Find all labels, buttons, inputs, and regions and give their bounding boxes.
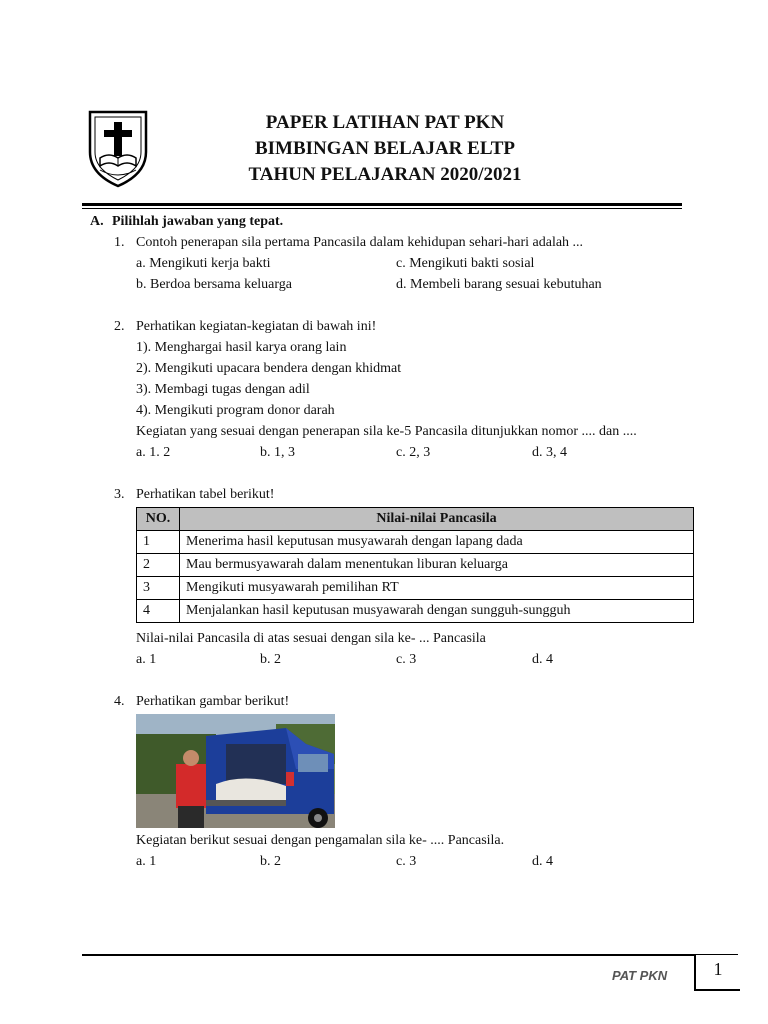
table-header-row bbox=[137, 508, 694, 531]
title-line-3: TAHUN PELAJARAN 2020/2021 bbox=[248, 164, 522, 185]
ambulance-photo bbox=[136, 714, 335, 828]
school-logo bbox=[86, 108, 150, 190]
footer-label: PAT PKN bbox=[612, 968, 668, 983]
row-number: 2 bbox=[137, 554, 180, 577]
row-value: Menerima hasil keputusan musyawarah dengan lapang dada bbox=[180, 531, 694, 554]
q4-option-c: c. 3 bbox=[396, 854, 417, 869]
q2-text: Perhatikan kegiatan-kegiatan di bawah ini! bbox=[136, 319, 377, 334]
header-rule-thin bbox=[82, 208, 682, 209]
q2-number: 2. bbox=[114, 319, 125, 334]
q2-item-3: 3). Membagi tugas dengan adil bbox=[136, 382, 310, 397]
q3-text: Perhatikan tabel berikut! bbox=[136, 487, 275, 502]
page-number: 1 bbox=[713, 959, 723, 979]
q1-number: 1. bbox=[114, 235, 125, 250]
q1-option-b: b. Berdoa bersama keluarga bbox=[136, 277, 293, 292]
q1-option-d: d. Membeli barang sesuai kebutuhan bbox=[396, 277, 602, 292]
q3-question: Nilai-nilai Pancasila di atas sesuai dengan sila ke- ... Pancasila bbox=[136, 631, 486, 646]
q1-text: Contoh penerapan sila pertama Pancasila dalam kehidupan sehari-hari adalah ... bbox=[136, 235, 584, 250]
column-header-values: Nilai-nilai Pancasila bbox=[180, 508, 694, 531]
q2-question: Kegiatan yang sesuai dengan penerapan sila ke-5 Pancasila ditunjukkan nomor .... dan .... bbox=[136, 424, 637, 439]
pancasila-values-table bbox=[136, 507, 694, 623]
q3-option-b: b. 2 bbox=[260, 652, 281, 667]
q3-option-d: d. 4 bbox=[532, 652, 553, 667]
document-title bbox=[180, 110, 590, 188]
q4-text: Perhatikan gambar berikut! bbox=[136, 694, 290, 709]
section-instruction: Pilihlah jawaban yang tepat. bbox=[112, 214, 284, 229]
row-value: Mengikuti musyawarah pemilihan RT bbox=[180, 577, 694, 600]
header-rule-thick bbox=[82, 203, 682, 206]
q1-option-a: a. Mengikuti kerja bakti bbox=[136, 256, 271, 271]
q2-option-c: c. 2, 3 bbox=[396, 445, 431, 460]
q2-option-a: a. 1. 2 bbox=[136, 445, 171, 460]
q3-option-c: c. 3 bbox=[396, 652, 417, 667]
q3-number: 3. bbox=[114, 487, 125, 502]
title-line-1: PAPER LATIHAN PAT PKN bbox=[265, 112, 505, 133]
section-label: A. bbox=[90, 214, 104, 229]
row-value: Menjalankan hasil keputusan musyawarah dengan sungguh-sungguh bbox=[180, 600, 694, 623]
row-number: 3 bbox=[137, 577, 180, 600]
q4-number: 4. bbox=[114, 694, 125, 709]
footer-rule bbox=[82, 954, 738, 956]
q1-option-c: c. Mengikuti bakti sosial bbox=[396, 256, 535, 271]
table-row bbox=[137, 554, 694, 577]
q2-option-b: b. 1, 3 bbox=[260, 445, 295, 460]
q4-option-b: b. 2 bbox=[260, 854, 281, 869]
row-number: 1 bbox=[137, 531, 180, 554]
q4-option-d: d. 4 bbox=[532, 854, 553, 869]
table-row bbox=[137, 577, 694, 600]
q2-item-4: 4). Mengikuti program donor darah bbox=[136, 403, 335, 418]
q4-question: Kegiatan berikut sesuai dengan pengamalan sila ke- .... Pancasila. bbox=[136, 833, 505, 848]
row-value: Mau bermusyawarah dalam menentukan liburan keluarga bbox=[180, 554, 694, 577]
column-header-no: NO. bbox=[137, 508, 180, 531]
q4-option-a: a. 1 bbox=[136, 854, 157, 869]
page-number-box bbox=[694, 955, 740, 991]
q2-option-d: d. 3, 4 bbox=[532, 445, 567, 460]
title-line-2: BIMBINGAN BELAJAR ELTP bbox=[254, 138, 516, 159]
q2-item-2: 2). Mengikuti upacara bendera dengan khidmat bbox=[136, 361, 402, 376]
row-number: 4 bbox=[137, 600, 180, 623]
table-row bbox=[137, 600, 694, 623]
q3-option-a: a. 1 bbox=[136, 652, 157, 667]
table-row bbox=[137, 531, 694, 554]
q2-item-1: 1). Menghargai hasil karya orang lain bbox=[136, 340, 347, 355]
